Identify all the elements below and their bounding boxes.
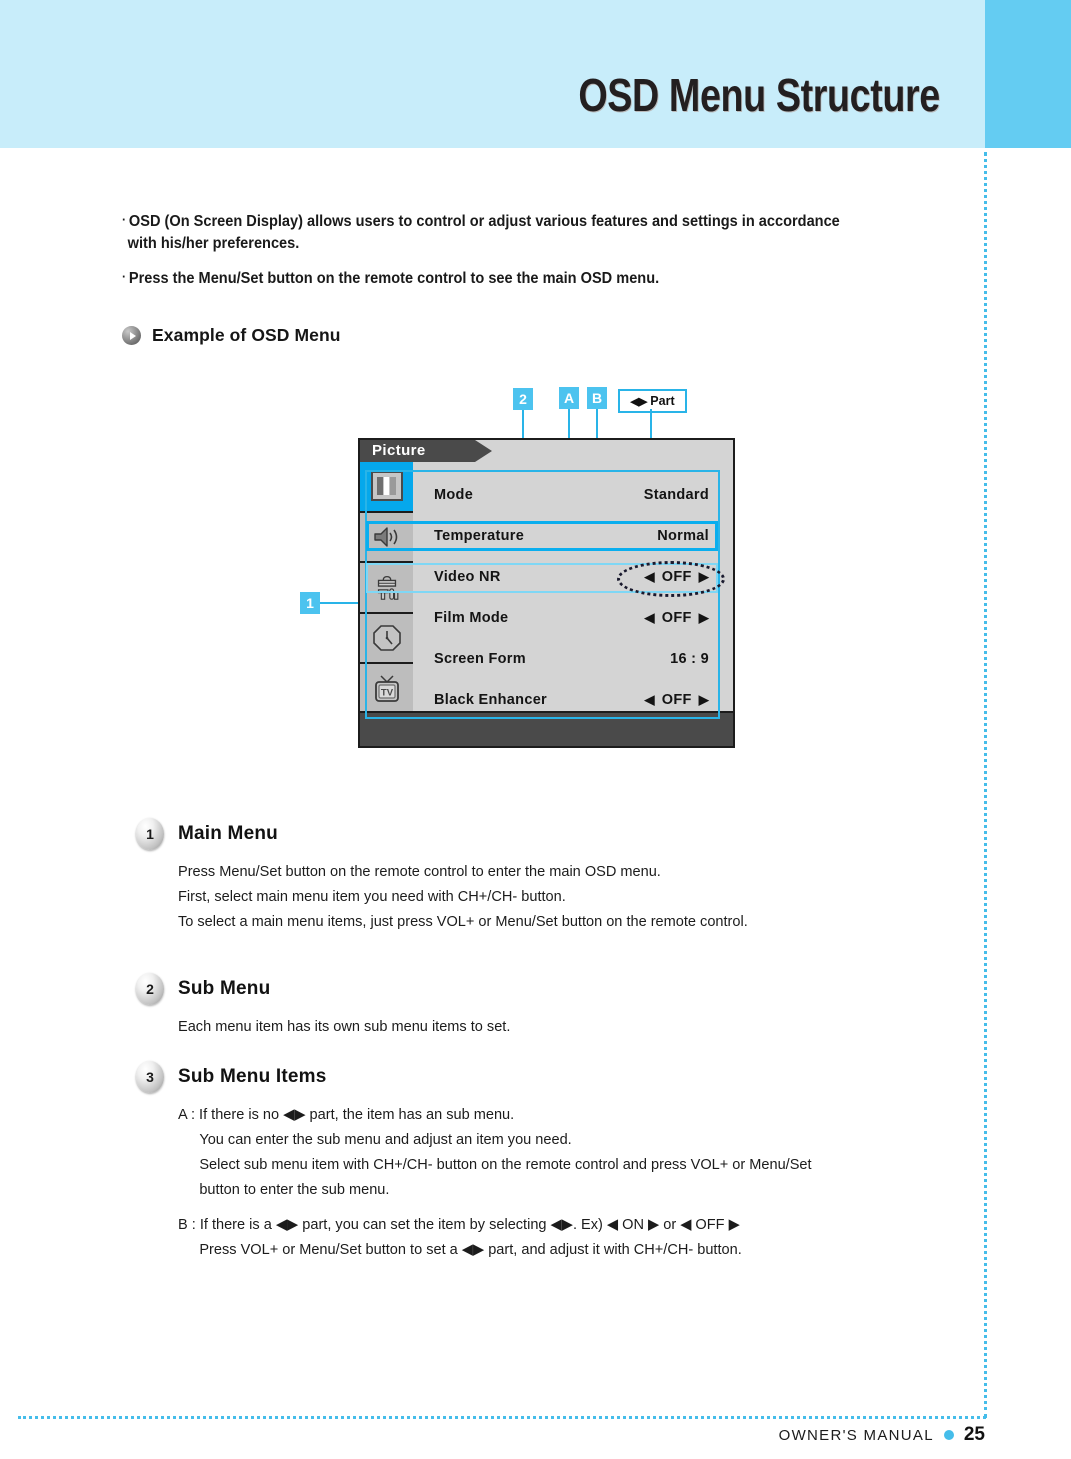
sidebar-item-tv[interactable] (360, 664, 413, 713)
section-line: B : If there is a ◀▶ part, you can set the item by selecting ◀▶. Ex) ◀ ON ▶ or ◀ OFF ▶ (178, 1216, 740, 1233)
sidebar-item-picture[interactable] (360, 462, 413, 513)
callout-tag-1: 1 (300, 592, 320, 614)
osd-value-text: OFF (661, 568, 692, 585)
section-sub-menu (136, 973, 996, 1039)
section-line: You can enter the sub menu and adjust an item you need. (199, 1131, 572, 1148)
section-header (136, 818, 996, 850)
bullet-dot-icon: · (122, 212, 127, 227)
callout-tag-a: A (559, 387, 579, 409)
section-sub-menu-items (136, 1061, 996, 1262)
section-title: Sub Menu (178, 978, 271, 999)
osd-value-text: 16 : 9 (670, 650, 709, 667)
header-accent-bar (985, 0, 1071, 148)
osd-value-text: Normal (657, 527, 709, 544)
callout-tag-part (618, 389, 687, 413)
osd-row-label: Black Enhancer (434, 691, 547, 708)
section-number-badge: 3 (136, 1061, 164, 1093)
page-title: OSD Menu Structure (578, 69, 940, 121)
section-line: A : If there is no ◀▶ part, the item has an sub menu. (178, 1106, 515, 1123)
section-line: Press Menu/Set button on the remote control to enter the main OSD menu. (178, 863, 661, 880)
section-main-menu (136, 818, 996, 934)
osd-value-text: OFF (661, 691, 692, 708)
section-line: button to enter the sub menu. (199, 1181, 390, 1198)
play-disc-icon (122, 326, 141, 345)
osd-value-text: Standard (643, 486, 709, 503)
example-of-osd-menu-heading (122, 325, 341, 346)
section-body (178, 859, 971, 934)
clock-icon (371, 623, 403, 653)
footer-dot-icon (944, 1430, 954, 1440)
osd-row-value (644, 610, 709, 626)
osd-row-temperature[interactable] (427, 515, 723, 556)
osd-row-value (657, 528, 709, 544)
footer-label: OWNER'S MANUAL (778, 1426, 934, 1444)
osd-row-label: Film Mode (434, 609, 509, 626)
callout-tag-2: 2 (513, 388, 533, 410)
left-arrow-icon[interactable]: ◀ (644, 691, 655, 707)
intro-bullet-1-line-1: OSD (On Screen Display) allows users to control or adjust various features and settings in accordance (128, 213, 840, 230)
section-number-badge: 1 (136, 818, 164, 850)
osd-row-label: Video NR (434, 568, 501, 585)
picture-icon (371, 471, 403, 501)
section-header (136, 973, 996, 1005)
osd-row-value (644, 692, 709, 708)
section-line: Select sub menu item with CH+/CH- button on the remote control and press VOL+ or Menu/Set (199, 1156, 812, 1173)
osd-title-label: Picture (372, 442, 426, 459)
osd-row-value (644, 569, 709, 585)
callout-tag-b: B (587, 387, 607, 409)
osd-row-value (670, 651, 709, 667)
section-line: First, select main menu item you need with CH+/CH- button. (178, 888, 566, 905)
osd-row-value (644, 487, 709, 503)
osd-row-label: Screen Form (434, 650, 526, 667)
section-title: Main Menu (178, 823, 278, 844)
osd-row-film-mode[interactable] (427, 597, 723, 638)
osd-body (413, 462, 733, 713)
osd-row-label: Mode (434, 486, 474, 503)
osd-panel (358, 438, 735, 748)
osd-sidebar (360, 462, 413, 713)
osd-row-list (427, 474, 723, 720)
osd-footer-bar (360, 711, 733, 746)
part-label: Part (650, 394, 675, 408)
osd-row-label: Temperature (434, 527, 525, 544)
intro-bullet-1-line-2: with his/her preferences. (127, 235, 300, 252)
osd-row-screen-form[interactable] (427, 638, 723, 679)
svg-text:TV: TV (380, 687, 393, 699)
left-arrow-icon[interactable]: ◀ (644, 609, 655, 625)
bullet-dot-icon: · (122, 269, 127, 284)
sidebar-item-sound[interactable] (360, 513, 413, 564)
page-footer (779, 1424, 985, 1446)
sidebar-item-time[interactable] (360, 614, 413, 665)
right-arrow-icon[interactable]: ▶ (698, 691, 709, 707)
section-body (178, 1102, 971, 1262)
osd-row-video-nr[interactable] (427, 556, 723, 597)
example-heading-label: Example of OSD Menu (152, 325, 341, 345)
osd-titlebar (360, 440, 733, 462)
intro-bullet-2-line-1: Press the Menu/Set button on the remote control to see the main OSD menu. (128, 270, 660, 287)
osd-value-text: OFF (661, 609, 692, 626)
intro-bullet-2 (122, 266, 949, 290)
section-body (178, 1014, 971, 1039)
section-line: Press VOL+ or Menu/Set button to set a ◀▶ part, and adjust it with CH+/CH- button. (199, 1241, 742, 1258)
sidebar-item-setup[interactable] (360, 563, 413, 614)
osd-row-mode[interactable] (427, 474, 723, 515)
section-line: Each menu item has its own sub menu items to set. (178, 1018, 511, 1035)
section-number-badge: 2 (136, 973, 164, 1005)
intro-bullet-1 (122, 209, 949, 255)
right-arrow-icon[interactable]: ▶ (698, 609, 709, 625)
tv-icon (371, 674, 403, 704)
setup-toolbox-icon (371, 572, 403, 602)
page-header (0, 0, 1071, 148)
left-arrow-icon[interactable]: ◀ (644, 568, 655, 584)
part-arrows-icon: ◀▶ (630, 395, 648, 408)
section-title: Sub Menu Items (178, 1066, 327, 1087)
bottom-dotted-rule (18, 1416, 986, 1419)
right-arrow-icon[interactable]: ▶ (698, 568, 709, 584)
footer-page-number: 25 (963, 1424, 985, 1445)
sound-speaker-icon (371, 522, 403, 552)
section-line: To select a main menu items, just press VOL+ or Menu/Set button on the remote control. (178, 913, 748, 930)
section-header (136, 1061, 996, 1093)
